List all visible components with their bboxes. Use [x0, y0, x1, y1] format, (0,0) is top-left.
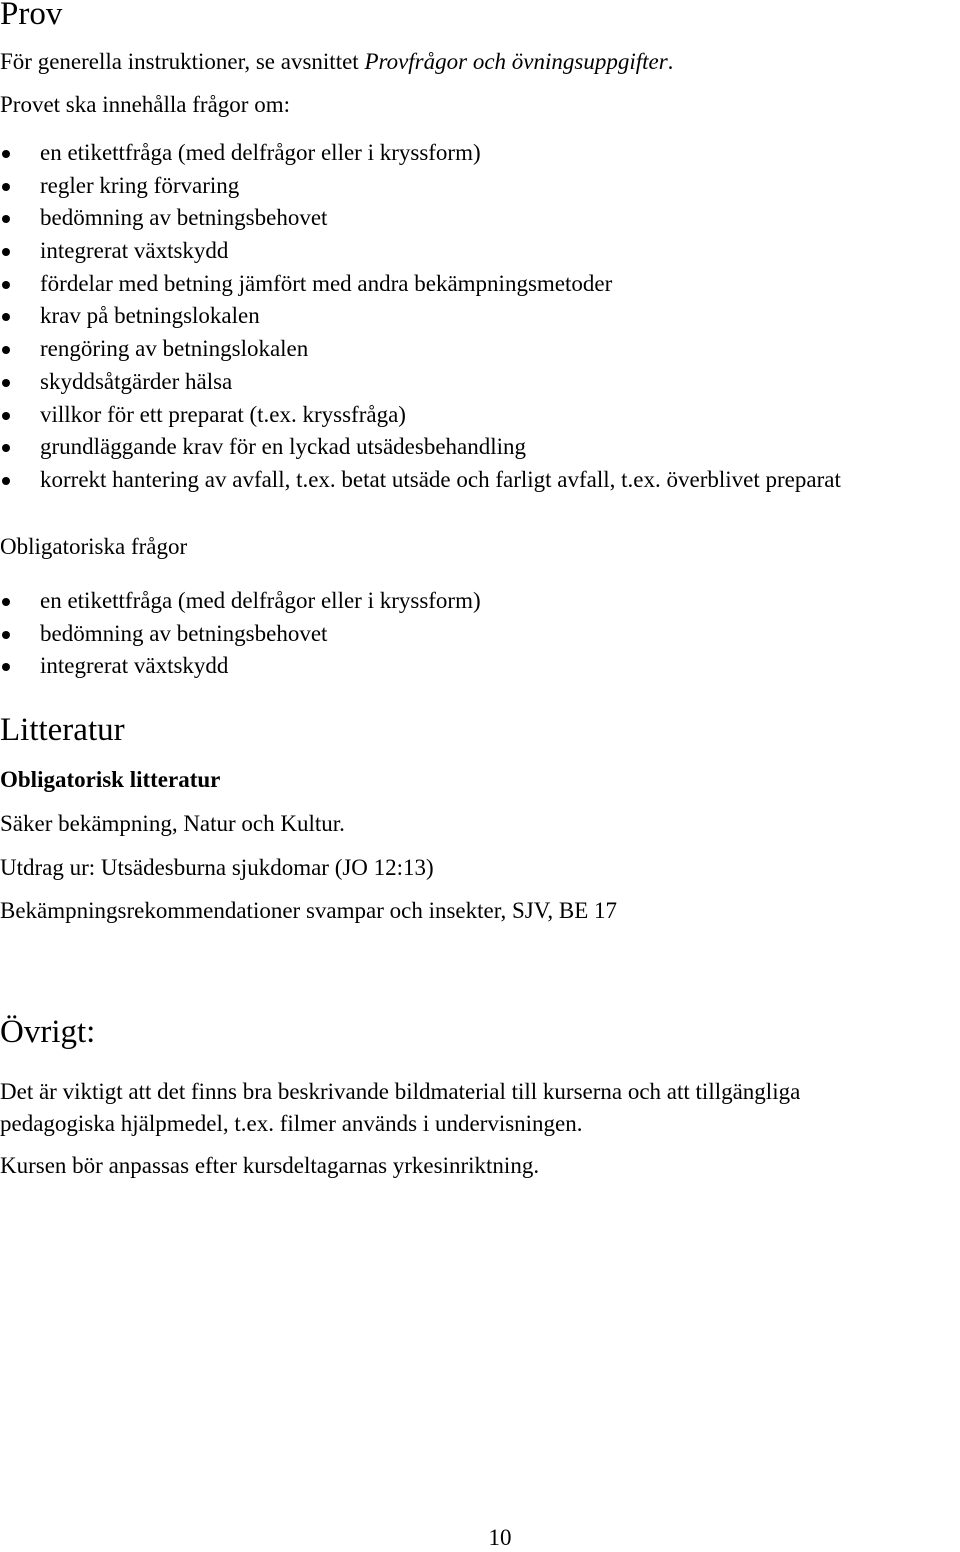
bullet-icon [2, 313, 10, 321]
bullet-icon [2, 444, 10, 452]
bullet-icon [2, 281, 10, 289]
bullet-icon [2, 412, 10, 420]
bullet-icon [2, 598, 10, 606]
litteratur-heading: Litteratur [0, 712, 125, 748]
intro-end: . [667, 49, 674, 74]
bullet-icon [2, 248, 10, 256]
mandatory-heading: Obligatoriska frågor [0, 534, 188, 559]
document-page: Prov För generella instruktioner, se avsnittet Provfrågor och övningsuppgifter. Provet ska innehålla frågor om: en etikettfråga (med delfrågor eller i kryssform) regler kring förvaring bedömning av betningsbehovet integrerat växtskydd fördelar med betning jämfört med andra bekämpningsmetoder krav på betningslokalen rengöring av betningslokalen skyddsåtgärder hälsa villkor för ett preparat (t.ex. kryssfråga) grundläggande krav för en lyckad utsädesbehandling korrekt hantering av avfall, t.ex. betat utsäde och farligt avfall, t.ex. överblivet preparat Obligatoriska frågor en etikettfråga (med delfrågor eller i kryssform) bedömning av betningsbehovet integrerat växtskydd Litteratur Obligatorisk litteratur Säker bekämpning, Natur och Kultur. Utdrag ur: Utsädesburna sjukdomar (JO 12:13) Bekämpningsrekommendationer svampar och insekter, SJV, BE 17 Övrigt: Det är viktigt att det finns bra beskrivande bildmaterial till kurserna och att tillgängliga pedagogiska hjälpmedel, t.ex. filmer används i undervisningen. Kursen bör anpassas efter kursdeltagarnas yrkesinriktning. 10 [0, 0, 960, 1548]
page-number: 10 [488, 1525, 512, 1550]
bullet-icon [2, 631, 10, 639]
ovrigt-paragraph-line: pedagogiska hjälpmedel, t.ex. filmer används i undervisningen. [0, 1111, 583, 1136]
bullet-icon [2, 477, 10, 485]
bullet-icon [2, 663, 10, 671]
intro-text: För generella instruktioner, se avsnittet [0, 49, 365, 74]
bullet-icon [2, 150, 10, 158]
ovrigt-paragraph-line: Det är viktigt att det finns bra beskrivande bildmaterial till kurserna och att tillgängliga [0, 1079, 801, 1104]
ovrigt-paragraph-2: Kursen bör anpassas efter kursdeltagarnas yrkesinriktning. [0, 1153, 540, 1178]
intro-paragraph [0, 48, 673, 76]
intro-reference: Provfrågor och övningsuppgifter [364, 49, 668, 74]
prov-heading: Prov [0, 0, 63, 32]
bullet-icon [2, 346, 10, 354]
litteratur-subheading: Obligatorisk litteratur [0, 767, 221, 792]
bullet-icon [2, 379, 10, 387]
list-intro: Provet ska innehålla frågor om: [0, 92, 290, 117]
literature-item: Säker bekämpning, Natur och Kultur. [0, 811, 345, 836]
bullet-icon [2, 215, 10, 223]
literature-item: Utdrag ur: Utsädesburna sjukdomar (JO 12:13) [0, 855, 434, 880]
bullet-icon [2, 183, 10, 191]
ovrigt-heading: Övrigt: [0, 1014, 96, 1050]
literature-item: Bekämpningsrekommendationer svampar och insekter, SJV, BE 17 [0, 898, 617, 923]
